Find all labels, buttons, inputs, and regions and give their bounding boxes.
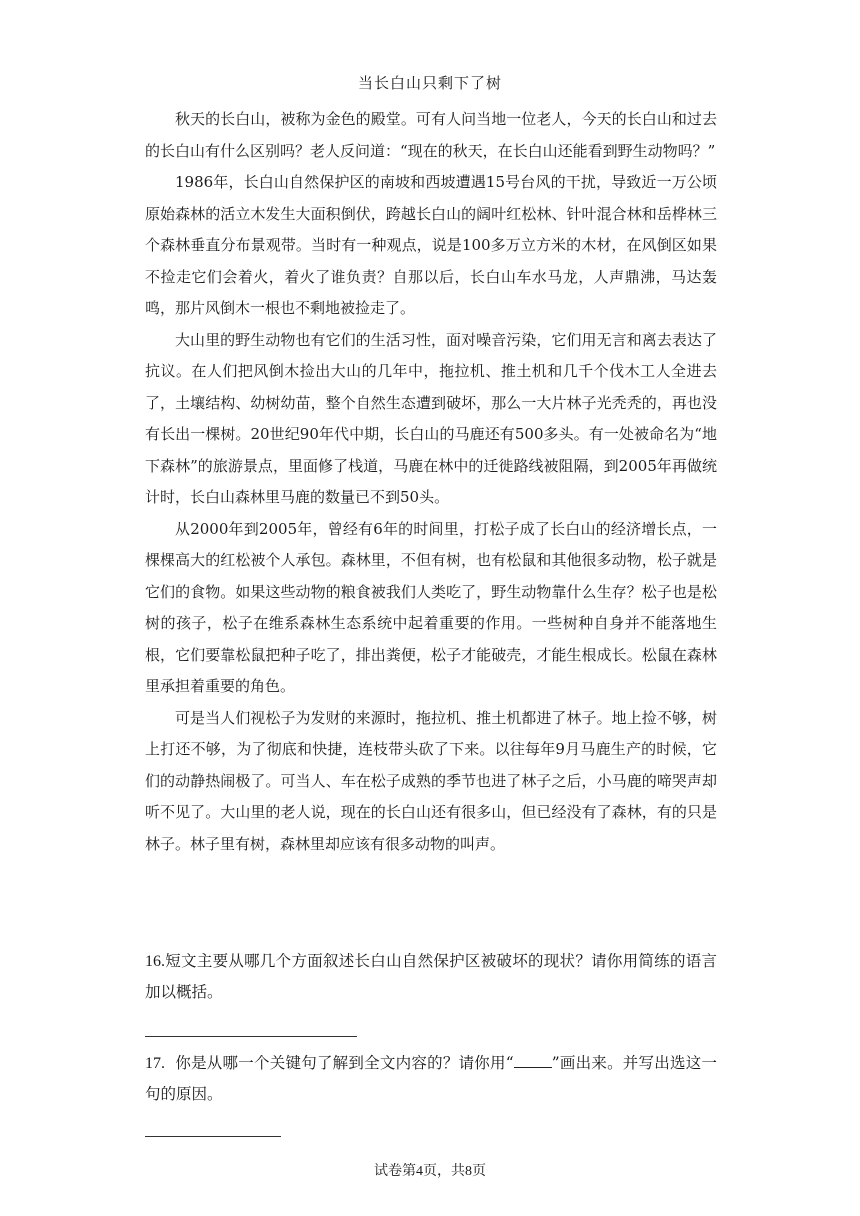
question-17 (145, 1048, 717, 1110)
question-17-text-after: ”画出来。并写出选这一句的原因。 (145, 1054, 717, 1103)
question-16 (145, 946, 717, 1008)
question-17-text-before: 你是从哪一个关键句了解到全文内容的？请你用“ (175, 1054, 514, 1072)
paragraph-1: 秋天的长白山，被称为金色的殿堂。可有人问当地一位老人，今天的长白山和过去的长白山有什么区别吗？老人反问道：“现在的秋天，在长白山还能看到野生动物吗？” (145, 110, 717, 160)
question-16-number: 16. (145, 953, 165, 970)
paragraph-2: 1986年，长白山自然保护区的南坡和西坡遭遇15号台风的干扰，导致近一万公顷原始森林的活立木发生大面积倒伏，跨越长白山的阔叶红松林、针叶混合林和岳桦林三个森林垂直分布景观带。当时有一种观点，说是100多万立方米的木材，在风倒区如果不捡走它们会着火，着火了谁负责？自那以后，长白山车水马龙，人声鼎沸，马达轰鸣，那片风倒木一根也不剩地被捡走了。 (145, 173, 717, 317)
paragraph-4: 从2000年到2005年，曾经有6年的时间里，打松子成了长白山的经济增长点，一棵棵高大的红松被个人承包。森林里，不但有树，也有松鼠和其他很多动物，松子就是它们的食物。如果这些动物的粮食被我们人类吃了，野生动物靠什么生存？松子也是松树的孩子，松子在维系森林生态系统中起着重要的作用。一些树种自身并不能落地生根，它们要靠松鼠把种子吃了，排出粪便，松子才能破壳，才能生根成长。松鼠在森林里承担着重要的角色。 (145, 519, 717, 695)
answer-line-17[interactable] (145, 1136, 281, 1137)
article-title: 当长白山只剩下了树 (357, 74, 502, 92)
underline-blank (514, 1053, 552, 1068)
paragraph-5: 可是当人们视松子为发财的来源时，拖拉机、推土机都进了林子。地上捡不够，树上打还不够，为了彻底和快捷，连枝带头砍了下来。以往每年9月马鹿生产的时候，它们的动静热闹极了。可当人、车在松子成熟的季节也进了林子之后，小马鹿的啼哭声却听不见了。大山里的老人说，现在的长白山还有很多山，但已经没有了森林，有的只是林子。林子里有树，森林里却应该有很多动物的叫声。 (145, 708, 717, 853)
question-16-text: 短文主要从哪几个方面叙述长白山自然保护区被破坏的现状？请你用简练的语言加以概括。 (145, 952, 717, 1001)
question-17-number: 17. (145, 1055, 165, 1072)
paragraph-3: 大山里的野生动物也有它们的生活习性，面对噪音污染，它们用无言和离去表达了抗议。在人们把风倒木捡出大山的几年中，拖拉机、推土机和几千个伐木工人全进去了，土壤结构、幼树幼苗，整个自然生态遭到破坏，那么一大片林子光秃秃的，再也没有长出一棵树。20世纪90年代中期，长白山的马鹿还有500多头。有一处被命名为“地下森林”的旅游景点，里面修了栈道，马鹿在林中的迁徙路线被阻隔，到2005年再做统计时，长白山森林里马鹿的数量已不到50头。 (145, 330, 717, 506)
answer-line-16[interactable] (145, 1036, 357, 1037)
page-footer: 试卷第4页，共8页 (374, 1164, 486, 1179)
article-body (145, 104, 717, 860)
